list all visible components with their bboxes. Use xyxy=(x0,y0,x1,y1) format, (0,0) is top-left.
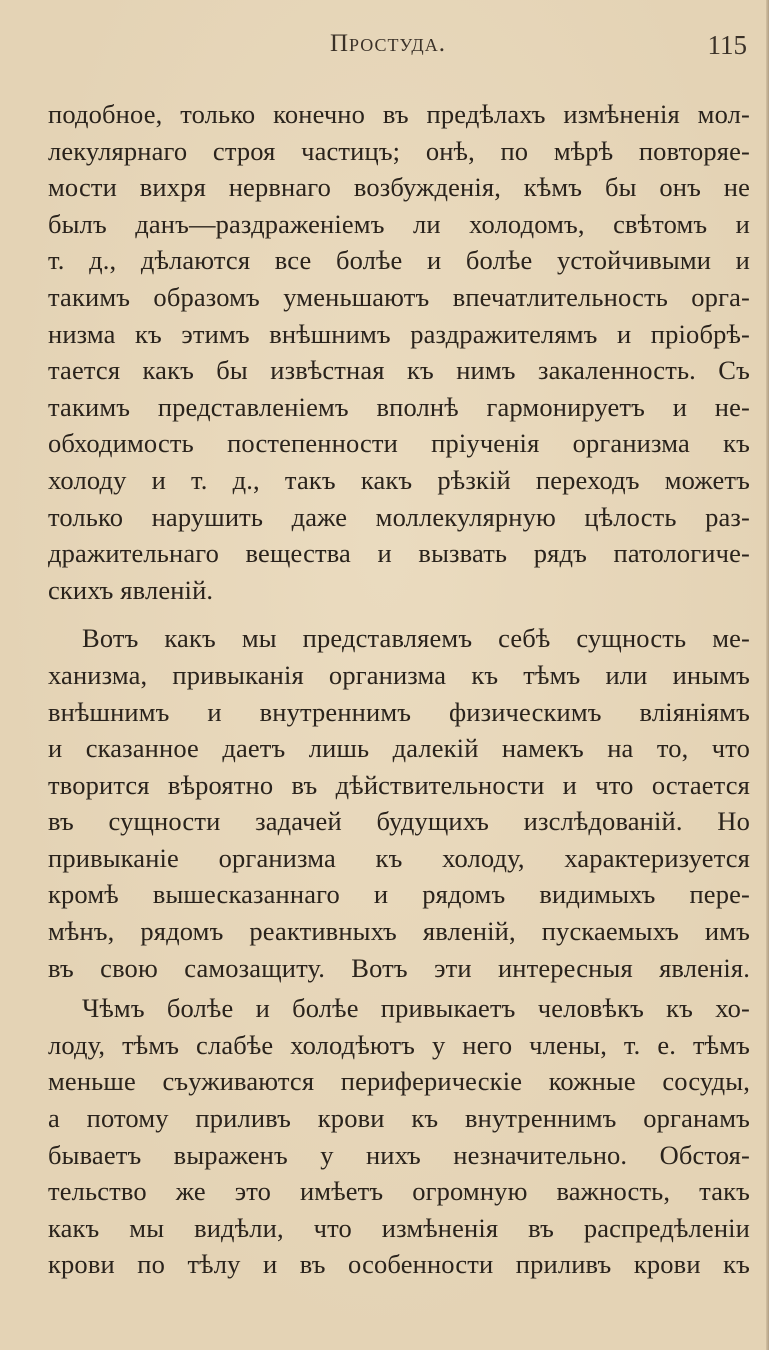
text-line: обходимость постепенности пріученія организма къ xyxy=(48,428,750,459)
text-line: меньше съуживаются периферическіе кожные сосуды, xyxy=(48,1066,750,1097)
text-line: и сказанное даетъ лишь далекій намекъ на то, что xyxy=(48,733,750,764)
text-line: лоду, тѣмъ слабѣе холодѣютъ у него члены, т. е. тѣмъ xyxy=(48,1029,750,1060)
text-line: дражительнаго вещества и вызвать рядъ патологиче- xyxy=(48,538,750,569)
text-line: холоду и т. д., такъ какъ рѣзкій переходъ можетъ xyxy=(48,464,750,495)
text-line: тельство же это имѣетъ огромную важность, такъ xyxy=(48,1176,750,1207)
text-line: Чѣмъ болѣе и болѣе привыкаетъ человѣкъ къ хо- xyxy=(82,993,750,1024)
text-line: кромѣ вышесказаннаго и рядомъ видимыхъ пере- xyxy=(48,879,750,910)
text-line: скихъ явленій. xyxy=(48,574,214,605)
text-line: былъ данъ—раздраженіемъ ли холодомъ, свѣтомъ и xyxy=(48,208,750,239)
text-line: творится вѣроятно въ дѣйствительности и что остается xyxy=(48,769,750,800)
paragraph-2 xyxy=(48,620,750,986)
text-line: какъ мы видѣли, что измѣненія въ распредѣленіи xyxy=(48,1212,750,1243)
text-line: крови по тѣлу и въ особенности приливъ крови къ xyxy=(48,1249,750,1280)
text-line: ханизма, привыканія организма къ тѣмъ или инымъ xyxy=(48,659,750,690)
running-title: Простуда. xyxy=(330,30,446,57)
text-line: лекулярнаго строя частицъ; онѣ, по мѣрѣ повторяе- xyxy=(48,135,750,166)
paragraph-1 xyxy=(48,96,750,608)
text-line: только нарушить даже моллекулярную цѣлость раз- xyxy=(48,501,750,532)
text-line: мѣнъ, рядомъ реактивныхъ явленій, пускаемыхъ имъ xyxy=(48,916,750,947)
text-line: мости вихря нервнаго возбужденія, кѣмъ бы онъ не xyxy=(48,172,750,203)
page-number: 115 xyxy=(707,30,747,60)
text-line: въ свою самозащиту. Вотъ эти интересныя явленія. xyxy=(48,952,750,983)
text-line: бываетъ выраженъ у нихъ незначительно. Обстоя- xyxy=(48,1139,750,1170)
text-line: внѣшнимъ и внутреннимъ физическимъ вліяніямъ xyxy=(48,696,750,727)
paragraph-gap xyxy=(48,608,750,620)
text-line: въ сущности задачей будущихъ изслѣдованій. Но xyxy=(48,806,750,837)
text-line: привыканіе организма къ холоду, характеризуется xyxy=(48,842,750,873)
text-line: такимъ представленіемъ вполнѣ гармонируетъ и не- xyxy=(48,391,750,422)
text-line: тается какъ бы извѣстная къ нимъ закаленность. Съ xyxy=(48,355,750,386)
text-line: такимъ образомъ уменьшаютъ впечатлительность орга- xyxy=(48,281,750,312)
text-line: а потому приливъ крови къ внутреннимъ органамъ xyxy=(48,1103,750,1134)
text-line: т. д., дѣлаются все болѣе и болѣе устойчивыми и xyxy=(48,245,750,276)
text-line: низма къ этимъ внѣшнимъ раздражителямъ и пріобрѣ- xyxy=(48,318,750,349)
paragraph-3 xyxy=(48,990,750,1283)
text-line: Вотъ какъ мы представляемъ себѣ сущность ме- xyxy=(82,623,750,654)
text-line: подобное, только конечно въ предѣлахъ измѣненія мол- xyxy=(48,99,750,129)
body-text xyxy=(48,96,750,1283)
page-header xyxy=(0,30,769,70)
